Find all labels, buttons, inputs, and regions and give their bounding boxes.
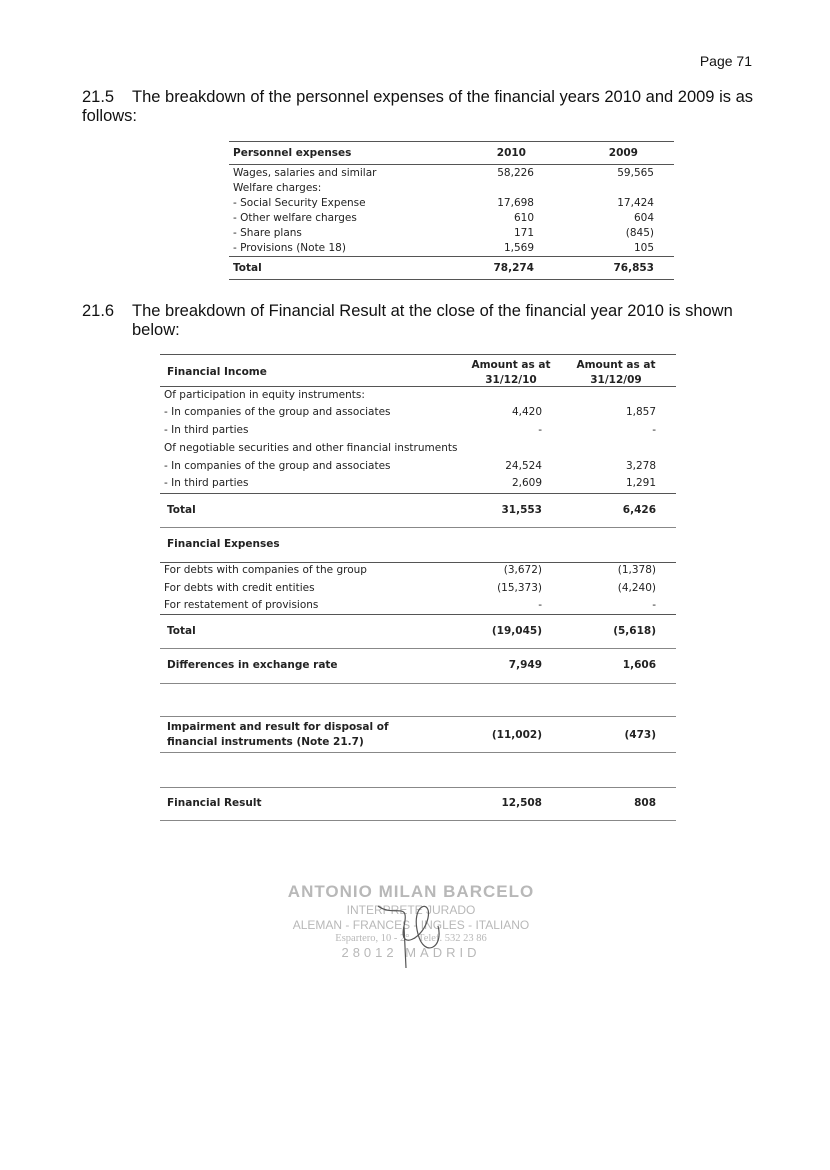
table-row (160, 581, 676, 596)
page-number: Page 71 (699, 53, 752, 69)
cell-2009: 59,565 (617, 167, 654, 179)
table-row (160, 441, 676, 456)
stamp-line: ANTONIO MILAN BARCELO (287, 882, 535, 901)
row-label: - In companies of the group and associates (164, 460, 391, 472)
total-label: Total (167, 504, 196, 516)
cell-2010: 610 (513, 212, 534, 224)
cell-2010: 4,420 (511, 406, 542, 418)
section-number: 21.5 (82, 88, 115, 106)
cell-2009: 604 (633, 212, 654, 224)
total-2009: 6,426 (622, 504, 656, 516)
table-rule (160, 527, 676, 528)
row-label: - Provisions (Note 18) (233, 242, 346, 254)
header-line: Amount as at (471, 359, 551, 371)
financial-result-table (160, 352, 676, 827)
signature-icon (366, 890, 461, 975)
cell-2010: (15,373) (497, 582, 542, 594)
table-row (229, 181, 674, 196)
column-header: Financial Income (167, 366, 267, 378)
cell-2010: 17,698 (497, 197, 534, 209)
total-label: Total (167, 625, 196, 637)
table-rule (160, 820, 676, 821)
header-line: 31/12/09 (590, 374, 642, 386)
header-line: 31/12/10 (485, 374, 537, 386)
table-row (160, 476, 676, 491)
column-header-2010 (466, 358, 556, 388)
cell-2009: - (652, 424, 656, 436)
row-label: financial instruments (Note 21.7) (167, 736, 364, 748)
row-label: For restatement of provisions (164, 599, 319, 611)
total-2009: (5,618) (613, 625, 656, 637)
cell-2009: 1,606 (622, 659, 656, 671)
table-rule (229, 141, 674, 142)
column-header: 2010 (496, 147, 526, 159)
section-text-cont: follows: (82, 107, 138, 125)
table-rule (160, 752, 676, 753)
row-label: Differences in exchange rate (167, 659, 338, 671)
table-row (229, 226, 674, 241)
translator-stamp (286, 882, 536, 982)
table-rule (160, 354, 676, 355)
cell-2010: 12,508 (501, 797, 542, 809)
cell-2010: - (538, 424, 542, 436)
cell-2009: (473) (624, 729, 656, 741)
row-label: Financial Result (167, 797, 262, 809)
row-label: Impairment and result for disposal of (167, 721, 389, 733)
total-2010: 31,553 (501, 504, 542, 516)
stamp-line: ALEMAN - FRANCES - INGLES - ITALIANO (292, 918, 530, 932)
stamp-line: INTERPRETE JURADO (346, 903, 476, 917)
column-header-2009 (571, 358, 661, 388)
cell-2009: 105 (633, 242, 654, 254)
cell-2010: (11,002) (491, 729, 542, 741)
cell-2010: (3,672) (503, 564, 542, 576)
table-row (160, 388, 676, 403)
cell-2010: 24,524 (505, 460, 542, 472)
table-row (160, 598, 676, 613)
row-label: Of participation in equity instruments: (164, 389, 365, 401)
row-label: For debts with companies of the group (164, 564, 367, 576)
table-row (160, 423, 676, 438)
table-rule (160, 493, 676, 494)
table-row (229, 211, 674, 226)
row-label: Wages, salaries and similar (233, 167, 377, 179)
table-rule (160, 386, 676, 387)
row-label: - In third parties (164, 477, 249, 489)
row-label: Of negotiable securities and other financial instruments (164, 442, 458, 454)
table-rule (160, 614, 676, 615)
stamp-line: 28012 MADRID (341, 945, 481, 960)
row-label: - In third parties (164, 424, 249, 436)
row-label: Welfare charges: (233, 182, 322, 194)
table-total-row (229, 261, 674, 276)
header-line: Amount as at (576, 359, 656, 371)
cell-2010: 2,609 (511, 477, 542, 489)
section-text: The breakdown of Financial Result at the close of the financial year 2010 is shown (132, 302, 733, 320)
cell-2009: 808 (634, 797, 656, 809)
cell-2010: 1,569 (503, 242, 534, 254)
row-label: For debts with credit entities (164, 582, 315, 594)
total-label: Total (233, 262, 262, 274)
table-total-row (160, 624, 676, 639)
cell-2009: 1,291 (625, 477, 656, 489)
table-total-row (160, 503, 676, 518)
section-text: The breakdown of the personnel expenses of the financial years 2010 and 2009 is as (132, 88, 753, 106)
table-rule (229, 164, 674, 165)
exchange-row (160, 658, 676, 673)
total-2010: (19,045) (491, 625, 542, 637)
section-label: Financial Expenses (167, 538, 280, 550)
row-label: - Other welfare charges (233, 212, 357, 224)
table-row (229, 241, 674, 256)
cell-2010: 7,949 (508, 659, 542, 671)
column-header: 2009 (608, 147, 638, 159)
column-header: Personnel expenses (233, 147, 352, 159)
table-rule (160, 683, 676, 684)
personnel-expenses-table (229, 139, 674, 284)
financial-result-row (160, 796, 676, 811)
table-rule (229, 256, 674, 257)
stamp-line: Espartero, 10 - 2° - Telef. 532 23 86 (335, 933, 487, 944)
section-header-row (160, 537, 676, 552)
cell-2009: 1,857 (625, 406, 656, 418)
table-row (160, 405, 676, 420)
row-label: - Share plans (233, 227, 302, 239)
table-row (229, 196, 674, 211)
cell-2009: - (652, 599, 656, 611)
cell-2009: (845) (625, 227, 654, 239)
table-row (160, 563, 676, 578)
total-2009: 76,853 (613, 262, 654, 274)
table-row (160, 459, 676, 474)
table-rule (229, 279, 674, 280)
cell-2010: 58,226 (497, 167, 534, 179)
cell-2009: (4,240) (617, 582, 656, 594)
row-label: - In companies of the group and associates (164, 406, 391, 418)
section-number: 21.6 (82, 302, 115, 320)
section-text-cont: below: (132, 321, 180, 339)
cell-2009: (1,378) (617, 564, 656, 576)
table-rule (160, 787, 676, 788)
table-header-row (229, 146, 674, 161)
cell-2009: 17,424 (617, 197, 654, 209)
impairment-row (160, 728, 676, 743)
total-2010: 78,274 (493, 262, 534, 274)
cell-2010: - (538, 599, 542, 611)
table-row (229, 166, 674, 181)
table-rule (160, 716, 676, 717)
cell-2010: 171 (513, 227, 534, 239)
cell-2009: 3,278 (625, 460, 656, 472)
row-label: - Social Security Expense (233, 197, 366, 209)
table-rule (160, 648, 676, 649)
